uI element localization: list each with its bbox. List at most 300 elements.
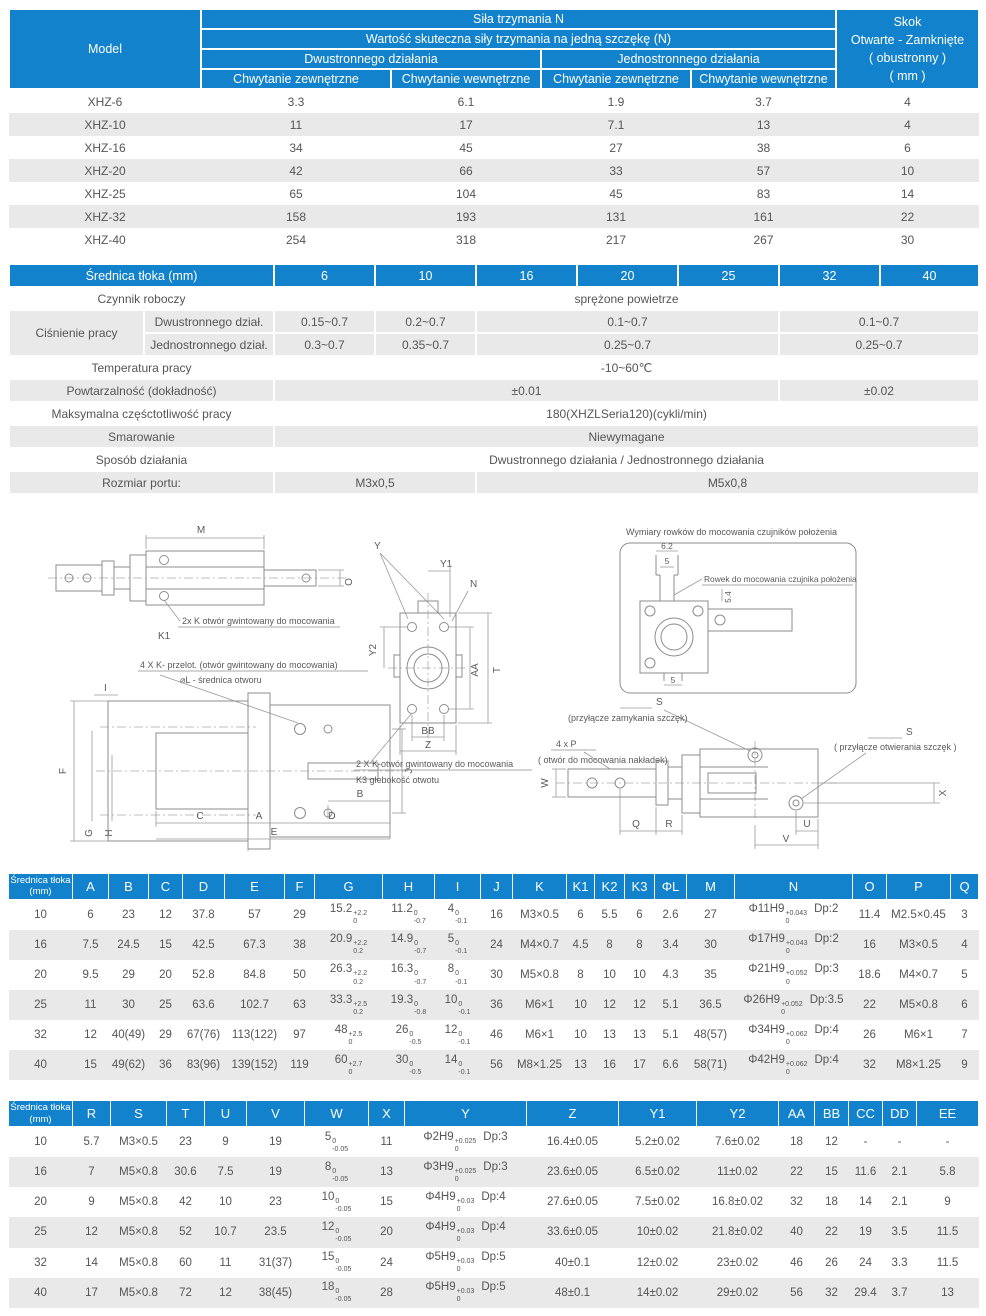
- data-cell: 10: [836, 159, 979, 182]
- data-cell: 11±0.02: [697, 1157, 779, 1187]
- data-cell: 20.9 +2.2 0.2: [315, 930, 383, 960]
- data-cell: 83: [756, 186, 771, 201]
- working-medium-label: Czynnik roboczy: [9, 287, 274, 310]
- data-cell: 36: [481, 990, 513, 1020]
- table-row: [9, 89, 979, 113]
- dim-5-4: 5.4: [723, 591, 733, 603]
- data-cell: 56: [779, 1278, 815, 1308]
- data-cell: M5×0.8: [111, 1278, 167, 1308]
- data-cell: 3.5: [883, 1217, 917, 1247]
- data-cell: -: [945, 1136, 950, 1149]
- data-cell: 22: [815, 1217, 849, 1247]
- row-header-cell: 25: [9, 990, 73, 1020]
- data-cell: 10: [219, 1196, 232, 1209]
- data-cell: 42: [201, 159, 391, 182]
- data-cell: 139(152): [225, 1050, 285, 1080]
- data-cell: 7.5: [205, 1157, 247, 1187]
- column-header: K1: [567, 874, 595, 900]
- table-row: [9, 113, 979, 136]
- row-header-cell: 40: [9, 1050, 73, 1080]
- dim-label-k1: K1: [158, 631, 171, 642]
- data-cell: 60 +2.7 0: [315, 1050, 383, 1080]
- row-header-cell: 20: [34, 1196, 47, 1209]
- data-cell: 30: [687, 930, 735, 960]
- sensor-groove-drawing: [620, 527, 857, 693]
- data-cell: 97: [293, 1029, 306, 1042]
- column-header: EE: [917, 1101, 979, 1127]
- internal-grip-header: Chwytanie wewnętrzne: [691, 69, 836, 89]
- dim-label-z: Z: [424, 740, 432, 751]
- data-cell: 23: [122, 908, 135, 921]
- data-cell: 14 0 -0.1: [435, 1050, 481, 1080]
- data-cell: 27.6±0.05: [546, 1196, 599, 1209]
- data-cell: 9: [222, 1136, 229, 1149]
- column-header: O: [853, 874, 887, 900]
- table-row: [9, 1127, 979, 1158]
- data-cell: 5: [961, 969, 968, 982]
- column-header: E: [225, 874, 285, 900]
- data-cell: 32: [815, 1278, 849, 1308]
- table-row: [9, 899, 979, 930]
- data-cell: 15 0 -0.05: [321, 1251, 352, 1274]
- data-cell: 6: [87, 908, 94, 921]
- data-cell: M5×0.8: [119, 1196, 158, 1209]
- column-header: G: [315, 874, 383, 900]
- dim-5-bottom: 5: [670, 675, 676, 685]
- pressure-value: 0.2~0.7: [375, 310, 476, 333]
- row-header-cell: 32: [34, 1029, 47, 1042]
- data-cell: 10±0.02: [619, 1217, 697, 1247]
- data-cell: 20: [369, 1217, 405, 1247]
- data-cell: 5 0 -0.1: [435, 930, 481, 960]
- column-header: 40: [880, 264, 979, 287]
- technical-drawings: [8, 505, 978, 855]
- data-cell: 4: [904, 94, 911, 109]
- column-header: 16: [476, 264, 577, 287]
- data-cell: 33.6±0.05: [527, 1217, 619, 1247]
- data-cell: 14±0.02: [619, 1278, 697, 1308]
- data-cell: 6: [951, 990, 979, 1020]
- data-cell: 12 0 -0.05: [305, 1217, 369, 1247]
- data-cell: 5.7: [83, 1136, 100, 1149]
- hole-diameter-note: ⌀L - średnica otworu: [180, 675, 262, 685]
- data-cell: 60: [179, 1256, 192, 1269]
- data-cell: 16.4±0.05: [546, 1136, 599, 1149]
- column-header: CC: [849, 1101, 883, 1127]
- data-cell: Φ5H9 +0.03 0 Dp:5: [425, 1251, 506, 1274]
- bore-corner-line: Średnica tłoka: [10, 875, 71, 886]
- bore-header: Średnica tłoka (mm): [9, 264, 274, 287]
- data-cell: 1.9: [607, 94, 625, 109]
- dimension-table-b: [8, 1100, 979, 1307]
- data-cell: M3×0.5: [119, 1136, 158, 1149]
- column-header: M: [687, 874, 735, 900]
- data-cell: Φ4H9 +0.03 0 Dp:4: [405, 1217, 527, 1247]
- data-cell: 29: [293, 908, 306, 921]
- data-cell: 10 0 -0.1: [435, 990, 481, 1020]
- threaded-hole-note: 2 X K-otwór gwintowany do mocowania: [356, 759, 514, 769]
- data-cell: M6×1: [903, 1029, 934, 1042]
- repeatability-value: ±0.02: [779, 379, 979, 402]
- row-header-cell: 25: [9, 1217, 73, 1247]
- data-cell: 38: [756, 140, 771, 155]
- bore-corner-line: (mm): [29, 886, 52, 898]
- data-cell: 52.8: [192, 969, 215, 982]
- double-acting-header: Dwustronnego działania: [201, 49, 541, 69]
- dim-label-y2: Y2: [368, 643, 379, 657]
- row-header-cell: XHZ-6: [87, 94, 123, 109]
- data-cell: 104: [455, 186, 477, 201]
- dim-label-aa: AA: [470, 663, 481, 677]
- dim-label-y1: Y1: [440, 559, 453, 570]
- dim-label-bb: BB: [421, 726, 435, 737]
- data-cell: 23: [269, 1196, 282, 1209]
- dim-label-u: U: [803, 819, 811, 830]
- data-cell: 2.6: [662, 908, 679, 921]
- data-cell: 102.7: [225, 990, 285, 1020]
- working-medium-value: sprężone powietrze: [274, 287, 979, 310]
- lubrication-label: Smarowanie: [9, 425, 274, 448]
- column-header: T: [167, 1101, 205, 1127]
- data-cell: 20: [159, 969, 172, 982]
- data-cell: 26: [825, 1256, 838, 1269]
- column-header: X: [369, 1101, 405, 1127]
- data-cell: 17: [625, 1050, 655, 1080]
- double-acting-label: Dwustronnego dział.: [144, 310, 274, 333]
- bore-corner-line: (mm): [29, 1113, 52, 1125]
- row-header-cell: 10: [34, 908, 47, 921]
- single-acting-label: Jednostronnego dział.: [144, 333, 274, 356]
- row-header-cell: XHZ-16: [84, 140, 126, 155]
- repeatability-label: Powtarzalność (dokładność): [9, 379, 274, 402]
- data-cell: 16.8±0.02: [711, 1196, 764, 1209]
- data-cell: 9: [88, 1196, 95, 1209]
- dim-label-a: A: [255, 811, 263, 822]
- data-cell: 18 0 -0.05: [305, 1278, 369, 1308]
- data-cell: 19.3 0 -0.8: [383, 990, 435, 1020]
- data-cell: 28: [369, 1278, 405, 1308]
- data-cell: 36.5: [687, 990, 735, 1020]
- stroke-header-line: Otwarte - Zamknięte: [850, 32, 965, 47]
- port-size-value: M5x0,8: [476, 471, 979, 494]
- dim-label-i: I: [104, 683, 107, 694]
- data-cell: 14.9 0 -0.7: [383, 930, 435, 960]
- data-cell: 12±0.02: [636, 1256, 679, 1269]
- table-row: [9, 182, 979, 205]
- data-cell: 6: [904, 140, 911, 155]
- row-header-cell: XHZ-10: [9, 113, 201, 136]
- row-header-cell: 32: [34, 1256, 47, 1269]
- side-view-drawing: [48, 525, 355, 642]
- data-cell: 26: [863, 1029, 876, 1042]
- row-header-cell: XHZ-32: [9, 205, 201, 228]
- row-header-cell: XHZ-25: [84, 186, 126, 201]
- column-header: H: [383, 874, 435, 900]
- dimension-table-a-body: [9, 899, 979, 1080]
- data-cell: 46: [490, 1029, 503, 1042]
- data-cell: 4: [951, 930, 979, 960]
- data-cell: 30.6: [167, 1157, 205, 1187]
- data-cell: 6.6: [655, 1050, 687, 1080]
- through-hole-note: 4 X K- przelot. (otwór gwintowany do mocowania): [140, 660, 338, 670]
- table-row: [9, 960, 979, 990]
- column-header: I: [435, 874, 481, 900]
- data-cell: 12: [73, 1217, 111, 1247]
- data-cell: 16: [853, 930, 887, 960]
- data-cell: 11: [73, 990, 109, 1020]
- column-header: Y1: [619, 1101, 697, 1127]
- column-header: BB: [815, 1101, 849, 1127]
- data-cell: 10: [603, 969, 616, 982]
- row-header-cell: 16: [9, 930, 73, 960]
- data-cell: Φ5H9 +0.03 0 Dp:5: [405, 1278, 527, 1308]
- data-cell: 3.7: [755, 94, 772, 109]
- column-header: V: [247, 1101, 305, 1127]
- data-cell: 33: [541, 159, 691, 182]
- data-cell: 23.5: [247, 1217, 305, 1247]
- data-cell: 5.1: [662, 1029, 679, 1042]
- data-cell: 56: [481, 1050, 513, 1080]
- data-cell: 33.3 +2.5 0.2: [315, 990, 383, 1020]
- data-cell: 8: [625, 930, 655, 960]
- data-cell: 35: [704, 969, 717, 982]
- data-cell: 67.3: [225, 930, 285, 960]
- data-cell: 8: [577, 969, 584, 982]
- data-cell: 24: [859, 1256, 872, 1269]
- data-cell: Φ26H9 +0.052 0 Dp:3.5: [735, 990, 853, 1020]
- table-row: [9, 1020, 979, 1050]
- data-cell: 22: [836, 205, 979, 228]
- data-cell: 10.7: [205, 1217, 247, 1247]
- data-cell: 16: [490, 908, 503, 921]
- data-cell: M8×1.25: [887, 1050, 951, 1080]
- data-cell: 11: [201, 113, 391, 136]
- table-row: [9, 1187, 979, 1217]
- dim-label-j: J: [404, 768, 415, 774]
- data-cell: 3.7: [883, 1278, 917, 1308]
- dim-label-v: V: [782, 834, 790, 845]
- data-cell: 84.8: [243, 969, 266, 982]
- data-cell: 29: [122, 969, 135, 982]
- column-header: F: [285, 874, 315, 900]
- row-header-cell: XHZ-40: [84, 232, 126, 247]
- column-header: Y: [405, 1101, 527, 1127]
- data-cell: 48 +2.5 0: [334, 1023, 363, 1046]
- data-cell: 161: [691, 205, 836, 228]
- dim-label-d: D: [328, 811, 336, 822]
- mounting-hole-note: 2x K otwór gwintowany do mocowania: [182, 616, 335, 626]
- data-cell: 11.5: [936, 1256, 959, 1269]
- dim-6-2: 6.2: [661, 541, 673, 551]
- data-cell: 24: [481, 930, 513, 960]
- data-cell: 113(122): [231, 1029, 278, 1042]
- data-cell: 18: [790, 1136, 803, 1149]
- data-cell: 83(96): [183, 1050, 225, 1080]
- sensor-groove-label: Rowek do mocowania czujnika położenia: [704, 574, 857, 584]
- pressure-value: 0.25~0.7: [476, 333, 779, 356]
- data-cell: 12: [595, 990, 625, 1020]
- data-cell: 15: [73, 1050, 109, 1080]
- bore-corner-line: Średnica tłoka: [10, 1102, 71, 1114]
- data-cell: 5.2±0.02: [635, 1136, 680, 1149]
- data-cell: M5×0.8: [520, 969, 559, 982]
- table-row: [9, 930, 979, 960]
- dim-label-g: G: [84, 829, 95, 837]
- data-cell: 14: [85, 1256, 98, 1269]
- data-cell: 19: [849, 1217, 883, 1247]
- data-cell: 12: [625, 990, 655, 1020]
- dim-label-e: E: [270, 827, 278, 838]
- column-header: Y2: [697, 1101, 779, 1127]
- data-cell: 57: [691, 159, 836, 182]
- stroke-header-line: ( mm ): [889, 69, 926, 84]
- data-cell: M5×0.8: [119, 1256, 158, 1269]
- data-cell: 10: [567, 990, 595, 1020]
- data-cell: 8: [595, 930, 625, 960]
- data-cell: 21.8±0.02: [697, 1217, 779, 1247]
- data-cell: 29±0.02: [697, 1278, 779, 1308]
- stroke-header-line: Skok: [893, 14, 922, 29]
- data-cell: M5×0.8: [111, 1157, 167, 1187]
- temperature-value: -10~60℃: [274, 356, 979, 379]
- stroke-header-line: ( obustronny ): [868, 51, 947, 65]
- data-cell: 29.4: [849, 1278, 883, 1308]
- data-cell: 49(62): [109, 1050, 149, 1080]
- action-type-value: Dwustronnego działania / Jednostronnego działania: [274, 448, 979, 471]
- data-cell: 30: [900, 232, 915, 247]
- data-cell: 5 0 -0.05: [324, 1130, 349, 1153]
- data-cell: 40±0.1: [554, 1256, 591, 1269]
- data-cell: 11: [219, 1256, 232, 1269]
- dim-label-w: W: [540, 778, 551, 788]
- pressure-value: 0.1~0.7: [779, 310, 979, 333]
- max-frequency-label: Maksymalna częśctotliwość pracy: [9, 402, 274, 425]
- data-cell: 63: [285, 990, 315, 1020]
- data-cell: 2.1: [883, 1157, 917, 1187]
- data-cell: 14: [900, 186, 915, 201]
- data-cell: 15: [149, 930, 183, 960]
- data-cell: Φ17H9 +0.043 0 Dp:2: [735, 930, 853, 960]
- column-header: A: [73, 874, 109, 900]
- data-cell: 24: [380, 1256, 393, 1269]
- data-cell: 131: [541, 205, 691, 228]
- column-header: J: [481, 874, 513, 900]
- data-cell: 10: [633, 969, 646, 982]
- column-header: N: [735, 874, 853, 900]
- column-header: 20: [577, 264, 678, 287]
- port-size-label: Rozmiar portu:: [9, 471, 274, 494]
- data-cell: 26 0 -0.5: [395, 1023, 422, 1046]
- column-header: 32: [779, 264, 880, 287]
- data-cell: M5×0.8: [887, 990, 951, 1020]
- data-cell: Φ42H9 +0.062 0 Dp:4: [735, 1050, 853, 1080]
- table-row: [9, 990, 979, 1020]
- internal-grip-header: Chwytanie wewnętrzne: [391, 69, 541, 89]
- table-row: [9, 1050, 979, 1080]
- column-header: Q: [951, 874, 979, 900]
- data-cell: 13: [917, 1278, 979, 1308]
- data-cell: 12 0 -0.1: [444, 1023, 471, 1046]
- data-cell: 27: [704, 908, 717, 921]
- data-cell: 2.1: [891, 1196, 908, 1209]
- data-cell: 13: [603, 1029, 616, 1042]
- port-side-view-drawing: [538, 697, 957, 849]
- data-cell: 46: [790, 1256, 803, 1269]
- data-cell: 217: [605, 232, 627, 247]
- data-cell: 7.1: [541, 113, 691, 136]
- data-cell: 5.1: [655, 990, 687, 1020]
- dimension-table-b-body: [9, 1127, 979, 1308]
- dim-label-h: H: [104, 829, 115, 837]
- data-cell: M3×0.5: [520, 908, 559, 921]
- data-cell: 18.6: [858, 969, 881, 982]
- data-cell: 50: [293, 969, 306, 982]
- column-header: P: [887, 874, 951, 900]
- port-open-s: S: [906, 727, 913, 738]
- data-cell: 42.5: [183, 930, 225, 960]
- data-cell: 19: [247, 1157, 305, 1187]
- data-cell: 52: [167, 1217, 205, 1247]
- holding-force-table: [8, 8, 980, 251]
- data-cell: 40(49): [111, 1029, 146, 1042]
- data-cell: 12: [84, 1029, 97, 1042]
- data-cell: 6: [577, 908, 584, 921]
- column-header: DD: [883, 1101, 917, 1127]
- row-header-cell: 16: [9, 1157, 73, 1187]
- data-cell: 8 0 -0.05: [305, 1157, 369, 1187]
- data-cell: 45: [609, 186, 623, 201]
- data-cell: 42: [179, 1196, 192, 1209]
- data-cell: 4.5: [567, 930, 595, 960]
- data-cell: 13: [633, 1029, 646, 1042]
- column-header: AA: [779, 1101, 815, 1127]
- data-cell: 25: [149, 990, 183, 1020]
- data-cell: 19: [269, 1136, 282, 1149]
- column-header: W: [305, 1101, 369, 1127]
- data-cell: 9: [951, 1050, 979, 1080]
- data-cell: 16: [595, 1050, 625, 1080]
- data-cell: 13: [567, 1050, 595, 1080]
- data-cell: 6.5±0.02: [619, 1157, 697, 1187]
- data-cell: 17: [391, 113, 541, 136]
- data-cell: 26.3 +2.2 0.2: [329, 963, 368, 986]
- column-header: C: [149, 874, 183, 900]
- data-cell: Φ34H9 +0.062 0 Dp:4: [748, 1023, 839, 1046]
- pad-hole-note: ( otwór do mocowania nakładek): [538, 755, 668, 765]
- data-cell: 3: [961, 908, 968, 921]
- data-cell: 15: [815, 1157, 849, 1187]
- dim-label-t: T: [492, 666, 503, 674]
- pad-hole-label: 4 x P: [556, 739, 577, 749]
- table-row: [9, 205, 979, 228]
- table-row: [9, 1157, 979, 1187]
- column-header: 10: [375, 264, 476, 287]
- data-cell: M3×0.5: [887, 930, 951, 960]
- data-cell: 10 0 -0.05: [321, 1190, 352, 1213]
- dim-5-top: 5: [664, 556, 670, 566]
- data-cell: 3.3: [891, 1256, 908, 1269]
- holding-force-table-body: [9, 89, 979, 251]
- single-acting-header: Jednostronnego działania: [541, 49, 836, 69]
- column-header: K: [513, 874, 567, 900]
- dim-label-c: C: [196, 811, 204, 822]
- table-row: [9, 136, 979, 159]
- dim-label-f: F: [58, 767, 69, 775]
- data-cell: 12: [159, 908, 172, 921]
- data-cell: 254: [285, 232, 307, 247]
- data-cell: 30: [109, 990, 149, 1020]
- column-header: B: [109, 874, 149, 900]
